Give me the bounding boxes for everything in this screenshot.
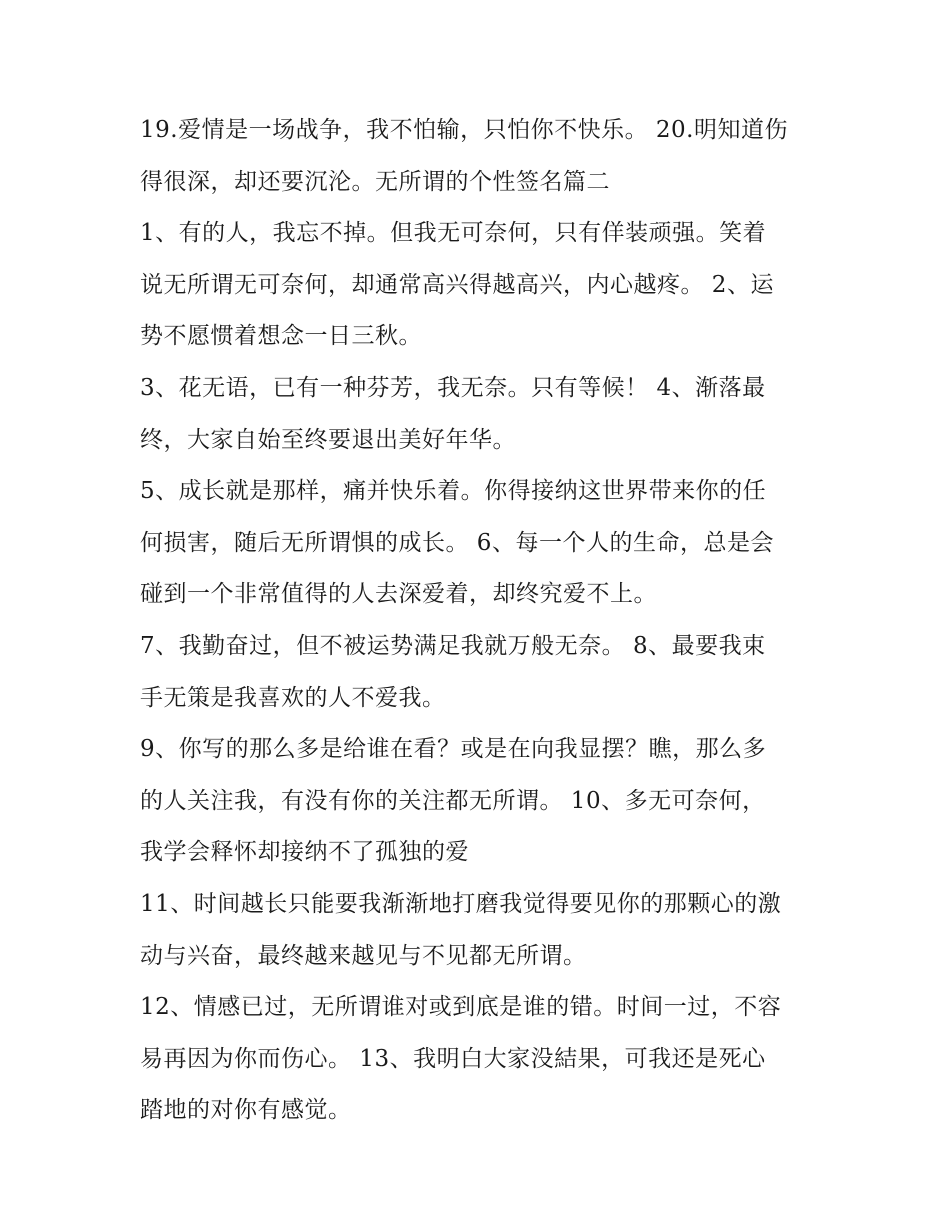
paragraph-4 [140,466,820,621]
text-line: 动与兴奋，最终越来越见与不见都无所谓。 [140,942,587,969]
text-line: 7、我勤奋过，但不被运势满足我就万般无奈。 8、最要我束 [140,632,766,659]
text-line: 11、时间越长只能要我渐渐地打磨我觉得要见你的那颗心的激 [140,890,782,917]
paragraph-7 [140,879,820,982]
text-line: 3、花无语，已有一种芬芳，我无奈。只有等候！ 4、渐落最 [140,374,766,401]
text-line: 说无所谓无可奈何，却通常高兴得越高兴，内心越疼。 2、运 [140,271,774,298]
text-line: 终，大家自始至终要退出美好年华。 [140,426,516,453]
text-line: 何损害，随后无所谓惧的成长。 6、每一个人的生命，总是会 [140,529,774,556]
paragraph-6 [140,724,820,879]
text-line: 19.爱情是一场战争，我不怕输，只怕你不快乐。 20.明知道伤 [140,117,788,143]
paragraph-1 [140,105,820,208]
paragraph-5 [140,621,820,724]
paragraph-8 [140,982,820,1137]
text-line: 我学会释怀却接纳不了孤独的爱 [140,839,469,866]
text-line: 9、你写的那么多是给谁在看？或是在向我显摆？瞧，那么多 [140,736,767,763]
text-line: 1、有的人，我忘不掉。但我无可奈何，只有佯装顽强。笑着 [140,220,767,247]
text-line: 手无策是我喜欢的人不爱我。 [140,684,446,711]
text-line: 踏地的对你有感觉。 [140,1097,352,1124]
text-line: 5、成长就是那样，痛并快乐着。你得接纳这世界带来你的任 [140,478,767,505]
paragraph-3 [140,363,820,466]
text-line: 易再因为你而伤心。 13、我明白大家没結果，可我还是死心 [140,1045,766,1072]
text-line: 碰到一个非常值得的人去深爱着，却终究爱不上。 [140,581,657,608]
text-line: 势不愿惯着想念一日三秋。 [140,323,422,350]
text-line: 的人关注我，有没有你的关注都无所谓。 10、多无可奈何， [140,787,766,814]
document-body [140,105,820,1137]
text-line: 得很深，却还要沉沦。无所谓的个性签名篇二 [140,168,610,195]
text-line: 12、情感已过，无所谓谁对或到底是谁的错。时间一过，不容 [140,994,782,1021]
paragraph-2 [140,208,820,363]
